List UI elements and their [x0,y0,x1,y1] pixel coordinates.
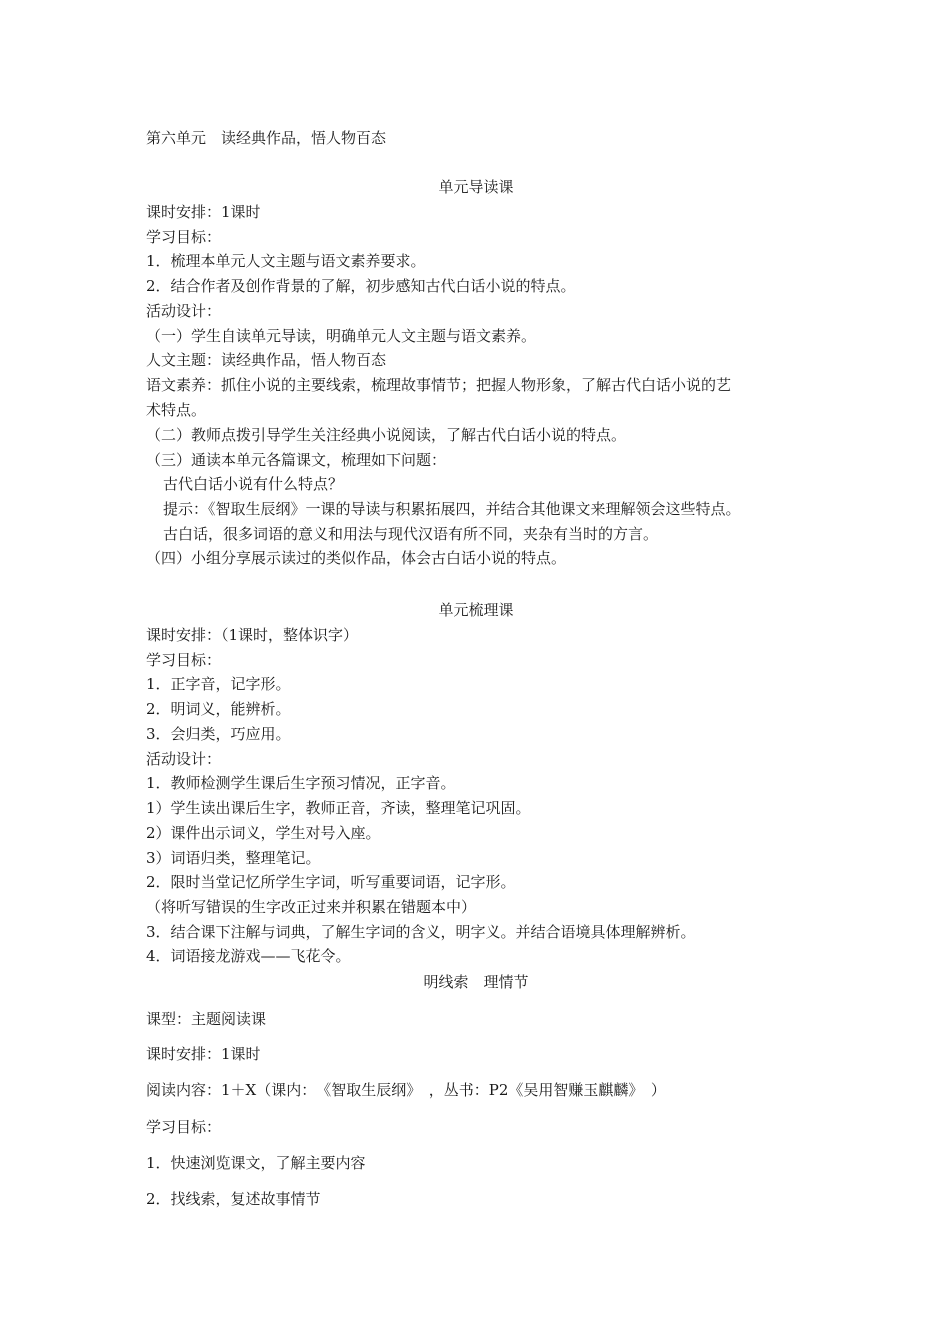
text-line: 3．会归类，巧应用。 [146,725,291,743]
text-line: 2．限时当堂记忆所学生字词，听写重要词语，记字形。 [146,873,516,891]
text-line: 课型：主题阅读课 [146,1010,267,1028]
text-line: （二）教师点拨引导学生关注经典小说阅读，了解古代白话小说的特点。 [146,426,627,444]
text-line: 术特点。 [146,401,207,419]
text-line: 1．快速浏览课文，了解主要内容 [146,1154,366,1172]
text-line: 3．结合课下注解与词典，了解生字词的含义，明字义。并结合语境具体理解辨析。 [146,923,696,941]
text-line: 1．教师检测学生课后生字预习情况，正字音。 [146,774,456,792]
text-line: 课时安排：（1课时，整体识字） [146,626,359,644]
text-line: （三）通读本单元各篇课文，梳理如下问题： [146,451,447,469]
text-line: 课时安排：1课时 [146,1045,261,1063]
text-line: （一）学生自读单元导读，明确单元人文主题与语文素养。 [146,327,537,345]
text-line: （四）小组分享展示读过的类似作品，体会古白话小说的特点。 [146,549,567,567]
text-line: 1）学生读出课后生字，教师正音，齐读，整理笔记巩固。 [146,799,531,817]
text-line: 活动设计： [146,750,222,768]
text-line: （将听写错误的生字改正过来并积累在错题本中） [146,898,477,916]
text-line: 学习目标： [146,1118,222,1136]
text-line: 1．正字音，记字形。 [146,675,291,693]
text-line: 4．词语接龙游戏——飞花令。 [146,947,351,965]
text-line: 阅读内容：1＋X（课内： 《智取生辰纲》 ，丛书：P2《吴用智赚玉麒麟》 ） [146,1081,666,1099]
text-line: 2．找线索，复述故事情节 [146,1190,321,1208]
text-line: 活动设计： [146,302,222,320]
text-line: 古白话，很多词语的意义和用法与现代汉语有所不同，夹杂有当时的方言。 [163,525,659,543]
text-line: 人文主题：读经典作品，悟人物百态 [146,351,387,369]
text-line: 学习目标： [146,651,222,669]
text-line: 2．结合作者及创作背景的了解，初步感知古代白话小说的特点。 [146,277,576,295]
text-line: 提示：《智取生辰纲》一课的导读与积累拓展四，并结合其他课文来理解领会这些特点。 [163,500,741,518]
section-heading-unit-intro: 单元导读课 [438,178,514,196]
text-line: 2）课件出示词义，学生对号入座。 [146,824,381,842]
section-heading-theme-reading: 明线索 理情节 [423,973,529,991]
text-line: 语文素养：抓住小说的主要线索，梳理故事情节；把握人物形象，了解古代白话小说的艺 [146,376,732,394]
section-heading-unit-review: 单元梳理课 [438,601,514,619]
text-line: 1．梳理本单元人文主题与语文素养要求。 [146,252,426,270]
text-line: 古代白话小说有什么特点？ [163,475,344,493]
text-line: 学习目标： [146,228,222,246]
text-line: 课时安排：1课时 [146,203,261,221]
text-line: 3）词语归类，整理笔记。 [146,849,321,867]
text-line: 2．明词义，能辨析。 [146,700,291,718]
unit-title: 第六单元 读经典作品，悟人物百态 [146,129,387,147]
